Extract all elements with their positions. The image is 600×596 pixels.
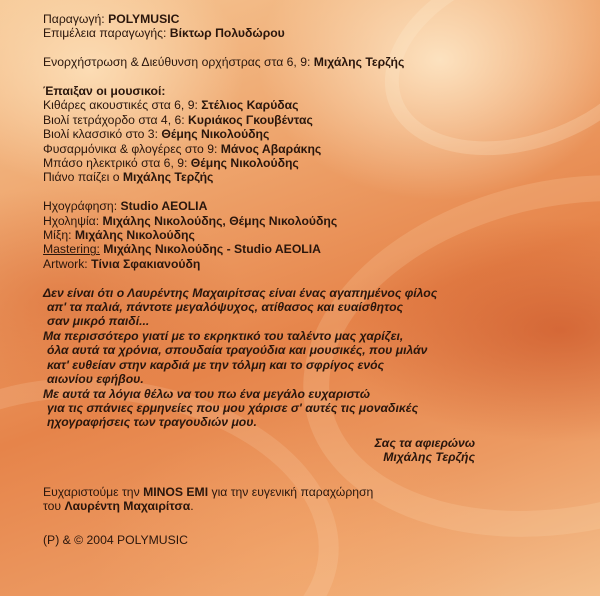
credit-line: Mastering: Μιχάλης Νικολούδης - Studio AEOLIA [43, 242, 321, 257]
dedication-line: απ' τα παλιά, πάντοτε μεγαλόψυχος, ατίθασος και ευαίσθητος [47, 300, 404, 315]
musicians-heading: Έπαιξαν οι μουσικοί: [43, 84, 166, 98]
musician-line: Βιολί τετράχορδο στα 4, 6: Κυριάκος Γκουβέντας [43, 112, 313, 127]
dedication-paragraph [43, 286, 573, 430]
credit-line: Ηχογράφηση: Studio AEOLIA [43, 199, 208, 214]
musician-line: Πιάνο παίζει ο Μιχάλης Τερζής [43, 170, 214, 185]
signature-block [43, 436, 573, 465]
musician-line: Κιθάρες ακουστικές στα 6, 9: Στέλιος Καρύδας [43, 98, 299, 113]
credit-line: Ηχοληψία: Μιχάλης Νικολούδης, Θέμης Νικολούδης [43, 213, 338, 228]
musician-line: Μπάσο ηλεκτρικό στα 6, 9: Θέμης Νικολούδης [43, 156, 299, 171]
dedication-line: όλα αυτά τα χρόνια, σπουδαία τραγούδια και μουσικές, που μιλάν [47, 343, 428, 358]
musician-line: Βιολί κλασσικό στο 3: Θέμης Νικολούδης [43, 127, 270, 142]
musician-line: Φυσαρμόνικα & φλογέρες στο 9: Μάνος Αβαράκης [43, 141, 322, 156]
production-line: Παραγωγή: POLYMUSIC [43, 12, 180, 26]
credit-line: Μίξη: Μιχάλης Νικολούδης [43, 228, 195, 243]
copyright: (P) & © 2004 POLYMUSIC [43, 533, 188, 548]
signature-line1: Σας τα αφιερώνω [374, 435, 475, 450]
credits-text [43, 12, 573, 548]
production-editing-line: Επιμέλεια παραγωγής: Βίκτωρ Πολυδώρου [43, 26, 285, 41]
dedication-line: Με αυτά τα λόγια θέλω να του πω ένα μεγάλο ευχαριστώ [43, 386, 371, 401]
dedication-line: ηχογραφήσεις των τραγουδιών μου. [47, 415, 257, 430]
dedication-line: Δεν είναι ότι ο Λαυρέντης Μαχαιρίτσας είναι ένας αγαπημένος φίλος [43, 285, 438, 300]
dedication-line: κατ' ευθείαν στην καρδιά με την τόλμη και το σφρίγος ενός [47, 357, 385, 372]
credit-line: Artwork: Τίνια Σφακιανούδη [43, 256, 201, 271]
dedication-line: Μα περισσότερο γιατί με το εκρηκτικό του ταλέντο μας χαρίζει, [43, 328, 404, 343]
thanks-line: του Λαυρέντη Μαχαιρίτσα. [43, 498, 194, 513]
dedication-line: αιωνίου εφήβου. [47, 372, 144, 387]
dedication-line: για τις σπάνιες ερμηνείες που μου χάρισε σ' αυτές τις μοναδικές [47, 400, 419, 415]
dedication-line: σαν μικρό παιδί... [47, 314, 150, 329]
orchestration-line: Ενορχήστρωση & Διεύθυνση ορχήστρας στα 6, 9: Μιχάλης Τερζής [43, 55, 405, 70]
thanks-line: Ευχαριστούμε την MINOS EMI για την ευγενική παραχώρηση [43, 484, 374, 499]
signature-line2: Μιχάλης Τερζής [383, 450, 475, 465]
